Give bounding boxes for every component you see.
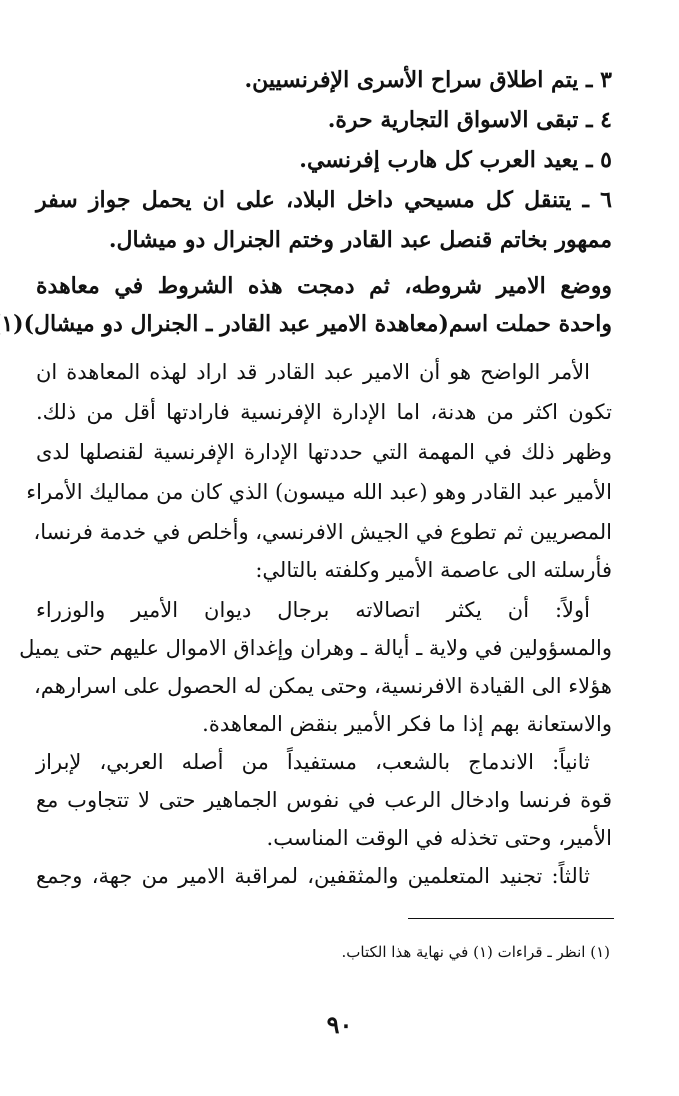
second-point-line: الأمير، وحتى تخذله في الوقت المناسب. — [266, 826, 612, 850]
body-paragraph-line: المصريين ثم تطوع في الجيش الافرنسي، وأخلص في خدمة فرنسا، — [33, 520, 612, 544]
body-paragraph-line: فأرسلته الى عاصمة الأمير وكلفته بالتالي: — [255, 558, 612, 582]
condition-3: ٣ ـ يتم اطلاق سراح الأسرى الإفرنسيين. — [244, 67, 612, 93]
first-point-line: والاستعانة بهم إذا ما فكر الأمير بنقض المعاهدة. — [202, 712, 612, 736]
body-paragraph-line: الأمير عبد القادر وهو (عبد الله ميسون) الذي كان من مماليك الأمراء — [26, 480, 612, 504]
body-paragraph-line: وظهر ذلك في المهمة التي حددتها الإدارة الإفرنسية لقنصلها لدى — [36, 440, 612, 464]
condition-4: ٤ ـ تبقى الاسواق التجارية حرة. — [327, 107, 612, 133]
second-point-line: قوة فرنسا وادخال الرعب في نفوس الجماهير حتى لا تتجاوب مع — [36, 788, 612, 812]
second-point-line: ثانياً: الاندماج بالشعب، مستفيداً من أصله العربي، لإبراز — [36, 750, 590, 774]
first-point-line: والمسؤولين في ولاية ـ أيالة ـ وهران وإغداق الاموال عليهم حتى يميل — [19, 636, 612, 660]
treaty-paragraph-line: ووضع الامير شروطه، ثم دمجت هذه الشروط في معاهدة — [36, 273, 612, 299]
treaty-paragraph-line: واحدة حملت اسم(معاهدة الامير عبد القادر ـ الجنرال دو ميشال)(١ — [1, 311, 612, 337]
body-paragraph-line: تكون اكثر من هدنة، اما الإدارة الإفرنسية فارادتها أقل من ذلك. — [36, 400, 612, 424]
condition-6-continued: ممهور بخاتم قنصل عبد القادر وختم الجنرال دو ميشال. — [108, 227, 612, 253]
body-paragraph-line: الأمر الواضح هو أن الامير عبد القادر قد اراد لهذه المعاهدة ان — [36, 360, 590, 384]
page-number: ٩٠ — [326, 1010, 353, 1039]
first-point-line: أولاً: أن يكثر اتصالاته برجال ديوان الأمير والوزراء — [36, 598, 590, 622]
first-point-line: هؤلاء الى القيادة الافرنسية، وحتى يمكن له الحصول على اسرارهم، — [33, 674, 612, 698]
condition-6: ٦ ـ يتنقل كل مسيحي داخل البلاد، على ان يحمل جواز سفر — [36, 187, 612, 213]
condition-5: ٥ ـ يعيد العرب كل هارب إفرنسي. — [299, 147, 612, 173]
third-point-line: ثالثاً: تجنيد المتعلمين والمثقفين، لمراقبة الامير من جهة، وجمع — [36, 864, 590, 888]
footnote-divider — [408, 918, 614, 919]
footnote: (١) انظر ـ قراءات (١) في نهاية هذا الكتاب. — [341, 943, 610, 961]
